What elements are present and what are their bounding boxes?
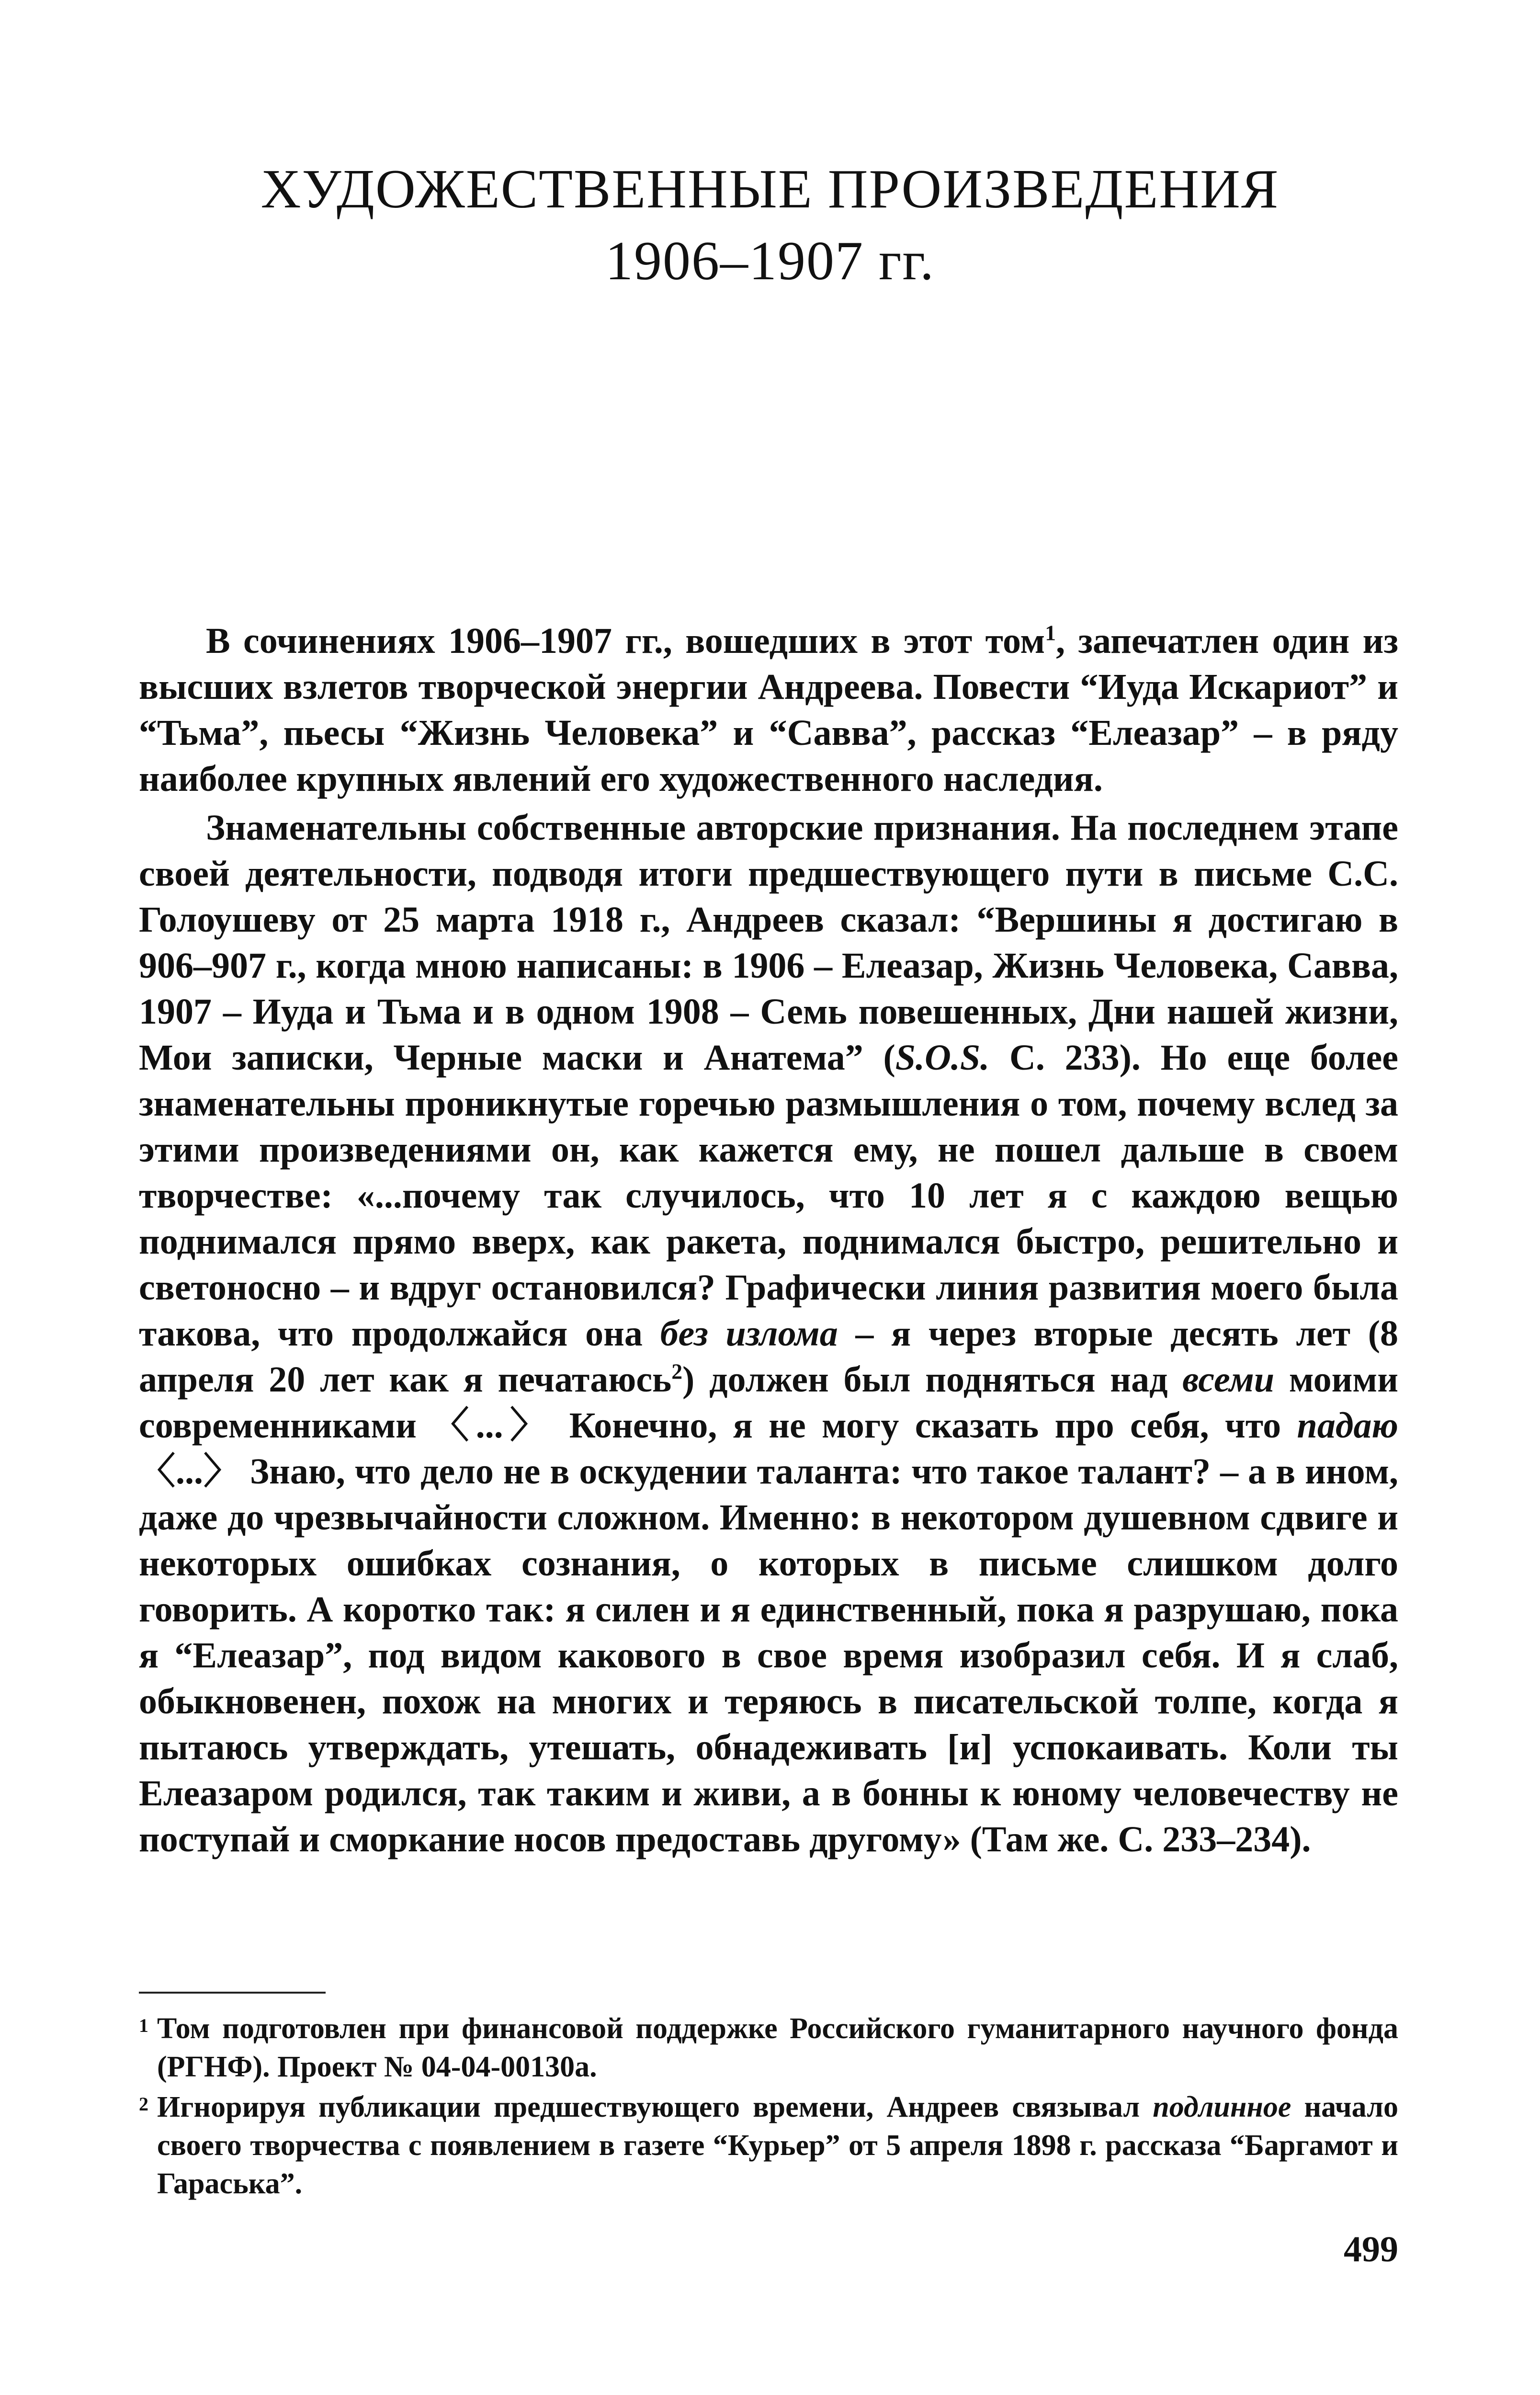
footnote-2-text-b: начало своего творчества с появлением в газете “Курьер” от 5 апреля 1898 г. рассказа “Баргамот и Гараська”. [157,2091,1398,2200]
footnote-2 [139,2088,1398,2203]
footnote-2-italic: подлинное [1153,2091,1291,2123]
page-number: 499 [1344,2229,1398,2270]
footnote-ref-1: 1 [1045,620,1056,645]
paragraph-1 [139,618,1398,802]
footnote-2-text-a: Игнорируя публикации предшествующего времени, Андреев связывал [157,2091,1153,2123]
paragraph-2-italic-vsemi: всеми [1182,1359,1275,1400]
paragraph-2-italic-sos: S.O.S. [895,1038,990,1078]
paragraph-2-text-e: моими современниками 〈...〉 Конечно, я не могу сказать про себя, что [139,1359,1398,1446]
paragraph-2-italic-padayu: падаю [1297,1405,1398,1446]
chapter-title-line-2: 1906–1907 гг. [605,230,935,292]
chapter-title-line-1: ХУДОЖЕСТВЕННЫЕ ПРОИЗВЕДЕНИЯ [260,159,1280,220]
paragraph-2-text-c: – я через вторые десять лет (8 апреля 20 лет как я печатаюсь [139,1313,1399,1400]
footnote-1-mark: 1 [139,2015,148,2036]
paragraph-2-text-b: С. 233). Но еще более знаменательны проникнутые горечью размышления о том, почему вслед за этими произведениями он, как кажется ему, не пошел дальше в своем творчестве: «...почему так случилось, что 10 лет я с каждою вещью поднимался прямо вверх, как ракета, поднимался быстро, решительно и светоносно – и вдруг остановился? Графически линия развития моего была такова, что продолжайся она [139,1038,1398,1354]
paragraph-2-text-a: Знаменательны собственные авторские признания. На последнем этапе своей деятельности, подводя итоги предшествующего пути в письме С.С. Голоушеву от 25 марта 1918 г., Андреев сказал: “Вершины я достигаю в 906–907 г., когда мною написаны: в 1906 – Елеазар, Жизнь Человека, Савва, 1907 – Иуда и Тьма и в одном 1908 – Семь повешенных, Дни нашей жизни, Мои записки, Черные маски и Анатема” ( [139,808,1398,1078]
paragraph-1-text-b: , запечатлен один из высших взлетов творческой энергии Андреева. Повести “Иуда Искариот” и “Тьма”, пьесы “Жизнь Человека” и “Савва”, рассказ “Елеазар” – в ряду наиболее крупных явлений его художественного наследия. [139,621,1398,799]
footnote-ref-2: 2 [671,1359,683,1384]
chapter-title [134,153,1406,297]
paragraph-2-text-d: ) должен был подняться над [682,1359,1183,1400]
footnote-separator [139,1992,326,1994]
paragraph-2 [139,805,1398,1862]
footnote-2-mark: 2 [139,2093,148,2115]
paragraph-2-text-f: 〈...〉 Знаю, что дело не в оскудении таланта: что такое талант? – а в ином, даже до чрезвычайности сложном. Именно: в некотором душевном сдвиге и некоторых ошибках сознания, о которых в письме слишком долго говорить. А коротко так: я силен и я единственный, пока я разрушаю, пока я “Елеазар”, под видом какового в свое время изобразил себя. И я слаб, обыкновенен, похож на многих и теряюсь в писательской толпе, когда я пытаюсь утверждать, утешать, обнадеживать [и] успокаивать. Коли ты Елеазаром родился, так таким и живи, а в бонны к юному человечеству не поступай и сморкание носов предоставь другому» (Там же. С. 233–234). [139,1451,1398,1859]
footnote-1 [139,2009,1398,2086]
footnotes [139,2009,1398,2205]
paragraph-1-text-a: В сочинениях 1906–1907 гг., вошедших в этот том [206,621,1045,661]
paragraph-2-italic-bez-izloma: без излома [660,1313,838,1354]
main-text [139,618,1398,1862]
footnote-1-text: Том подготовлен при финансовой поддержке Российского гуманитарного научного фонда (РГНФ). Проект № 04-04-00130а. [157,2012,1398,2083]
